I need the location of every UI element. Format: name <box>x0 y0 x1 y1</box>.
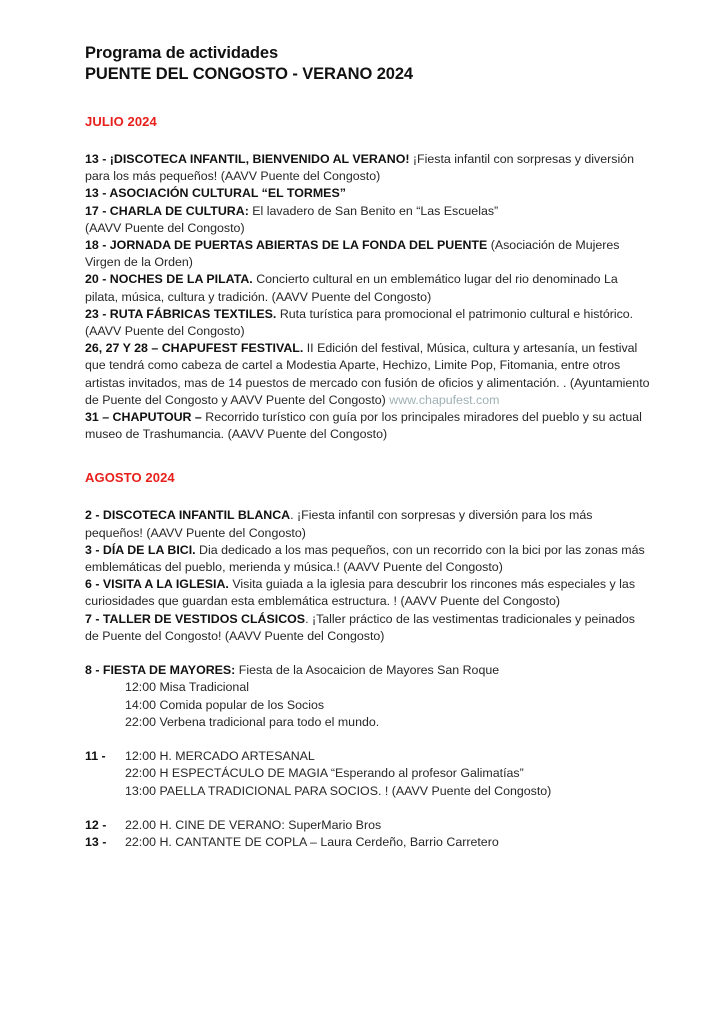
list-item <box>85 611 650 645</box>
event-description: Fiesta de la Asocaicion de Mayores San Roque <box>235 663 500 678</box>
event-title: 13 - ASOCIACIÓN CULTURAL “EL TORMES” <box>85 186 346 201</box>
event-title: 18 - JORNADA DE PUERTAS ABIERTAS DE LA FONDA DEL PUENTE <box>85 238 488 253</box>
event-title: 13 - ¡DISCOTECA INFANTIL, BIENVENIDO AL VERANO! <box>85 152 410 166</box>
event-description-continuation: (AAVV Puente del Congosto) <box>85 220 245 235</box>
day-label: 12 - <box>85 818 107 833</box>
list-item-day-12 <box>85 817 650 834</box>
schedule-row-rest: : SuperMario Bros <box>281 818 382 833</box>
event-description: Ruta turística para promocional el patrimonio cultural e histórico. (AAVV Puente del Congosto) <box>85 306 634 339</box>
event-description: ¡Fiesta infantil con sorpresas y diversión para los más pequeños! (AAVV Puente del Congosto) <box>85 152 634 184</box>
event-description: Visita guiada a la iglesia para descubrir los rincones más especiales y las curiosidades que guardan esta emblemática estructura. ! (AAVV Puente del Congosto) <box>85 577 636 609</box>
schedule-row: 22:00 Verbena tradicional para todo el mundo. <box>125 714 380 729</box>
event-title: 23 - RUTA FÁBRICAS TEXTILES. <box>85 306 277 321</box>
schedule-row-bold: 22.00 H. CINE DE VERANO <box>125 818 282 833</box>
schedule-row-bold: 12:00 H. MERCADO ARTESANAL <box>125 749 315 764</box>
event-description: (Asociación de Mujeres Virgen de la Orden) <box>85 238 620 270</box>
chapufest-website-link[interactable]: www.chapufest.com <box>389 392 500 407</box>
event-title: 2 - DISCOTECA INFANTIL BLANCA <box>85 508 291 523</box>
event-title: 3 - DÍA DE LA BICI. <box>85 542 196 557</box>
schedule-row: 12:00 Misa Tradicional <box>125 680 249 695</box>
event-title: 8 - FIESTA DE MAYORES: <box>85 663 236 678</box>
page-title <box>85 43 650 85</box>
list-item-day-13 <box>85 834 650 851</box>
list-item <box>85 185 650 202</box>
schedule-row: 14:00 Comida popular de los Socios <box>125 697 325 712</box>
event-title: 7 - TALLER DE VESTIDOS CLÁSICOS <box>85 611 306 626</box>
day-12-block <box>85 817 650 834</box>
page-title-line-1: Programa de actividades <box>85 44 279 62</box>
event-title: 31 – CHAPUTOUR – <box>85 410 202 425</box>
list-item <box>85 203 650 237</box>
month-heading-august: AGOSTO 2024 <box>85 470 175 486</box>
event-description: . ¡Fiesta infantil con sorpresas y diversión para los más pequeños! (AAVV Puente del Congosto) <box>85 508 593 540</box>
event-description: Concierto cultural en un emblemático lugar del rio denominado La pilata, música, cultura y tradición. (AAVV Puente del Congosto) <box>85 272 618 304</box>
schedule-row-bold: 13:00 PAELLA TRADICIONAL PARA SOCIOS <box>125 783 378 798</box>
list-item <box>85 340 650 409</box>
list-item <box>85 576 650 610</box>
day-13-block <box>85 834 650 851</box>
schedule-row-rest: – Laura Cerdeño, Barrio Carretero <box>306 835 499 850</box>
day-label: 13 - <box>85 835 107 850</box>
event-description: Recorrido turístico con guía por los principales miradores del pueblo y su actual museo de Trashumancia. (AAVV Puente del Congosto) <box>85 410 642 442</box>
list-item <box>85 542 650 576</box>
schedule-row-rest: . ! (AAVV Puente del Congosto) <box>377 783 552 798</box>
august-event-list <box>85 507 650 851</box>
list-item-fiesta-mayores <box>85 662 650 731</box>
day-13-row <box>125 834 650 851</box>
event-description: . ¡Taller práctico de las vestimentas tradicionales y peinados de Puente del Congosto! (AAVV Puente del Congosto) <box>85 611 635 643</box>
list-item <box>85 507 650 541</box>
schedule-row-rest: “Esperando al profesor Galimatías” <box>327 766 524 781</box>
event-description: Dia dedicado a los mas pequeños, con un recorrido con la bici por las zonas más emblemáticas del pueblo, merienda y música.! (AAVV Puente del Congosto) <box>85 542 645 575</box>
page-title-line-2: PUENTE DEL CONGOSTO - VERANO 2024 <box>85 65 413 83</box>
day-11-rows <box>125 748 650 800</box>
schedule-row-bold: 22:00 H ESPECTÁCULO DE MAGIA <box>125 766 328 781</box>
day-11-block <box>85 748 650 800</box>
list-item <box>85 151 650 185</box>
event-title: 6 - VISITA A LA IGLESIA. <box>85 577 229 592</box>
event-description: II Edición del festival, Música, cultura y artesanía, un festival que tendrá como cabeza de cartel a Modestia Aparte, Hechizo, Limite Pop, Fitomania, entre otros artistas invitados, mas de 14 puestos de mercado con fusión de oficios y alimentación. . (Ayuntamiento de Puente del Congosto y AAVV Puente del Congosto) <box>85 341 650 407</box>
list-item-day-11 <box>85 748 650 800</box>
schedule-row-bold: 22:00 H. CANTANTE DE COPLA <box>125 835 307 850</box>
day-12-row <box>125 817 650 834</box>
month-heading-july: JULIO 2024 <box>85 114 157 129</box>
event-title: 17 - CHARLA DE CULTURA: <box>85 203 249 218</box>
event-title: 26, 27 Y 28 – CHAPUFEST FESTIVAL. <box>85 341 304 356</box>
day-label: 11 - <box>85 749 106 764</box>
event-description: El lavadero de San Benito en “Las Escuelas” <box>248 203 499 218</box>
july-event-list <box>85 151 650 443</box>
list-item <box>85 306 650 340</box>
event-title: 20 - NOCHES DE LA PILATA. <box>85 272 253 287</box>
fiesta-mayores-schedule <box>85 679 650 731</box>
list-item <box>85 237 650 271</box>
list-item <box>85 271 650 305</box>
list-item <box>85 409 650 443</box>
